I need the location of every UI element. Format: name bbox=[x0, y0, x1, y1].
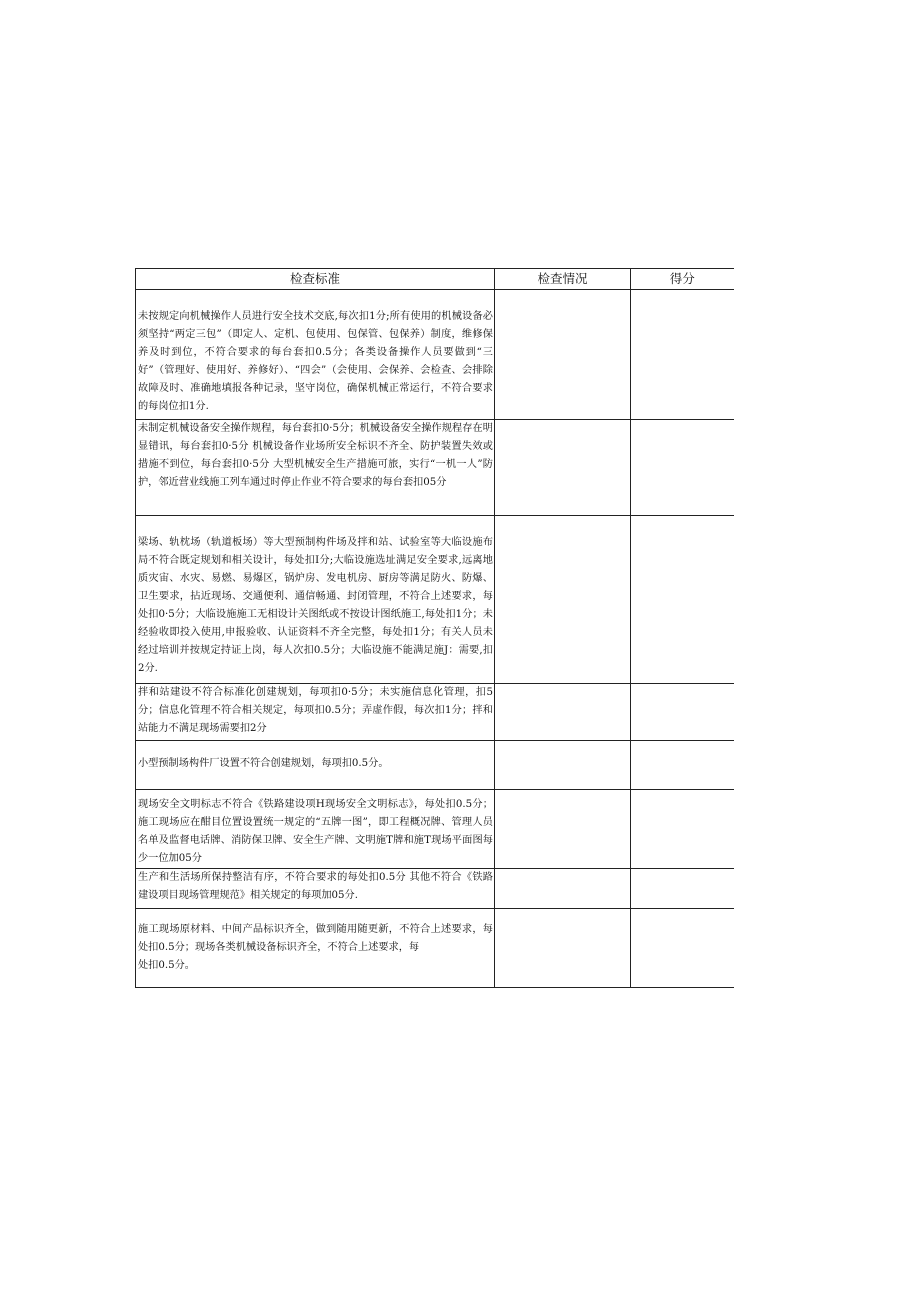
score-cell[interactable] bbox=[631, 684, 734, 741]
standard-text bbox=[138, 516, 493, 534]
standard-text bbox=[138, 741, 493, 755]
check-cell[interactable] bbox=[495, 516, 631, 684]
table-row bbox=[136, 790, 734, 869]
standard-text: 未按规定向机械操作人员进行安全技术交底,每次扣1分;所有使用的机械设备必须坚持“两定三包”（即定人、定机、包使用、包保管、包保养）制度，维修保养及时到位，不符合要求的每台套扣0.5分；各类设备操作人员要做到“三好”（管理好、使用好、养修好）、“四会”（会使用、会保养、会检查、会排除故障及时、准确地填报各种记录，坚守岗位，确保机械正常运行，不符合要求的每岗位扣1分. bbox=[138, 311, 493, 412]
standard-text: 施工现场原材料、中间产品标识齐全，做到随用随更新，不符合上述要求，每处扣0.5分；现场各类机械设备标识齐全，不符合上述要求，每 bbox=[138, 924, 493, 953]
score-cell[interactable] bbox=[631, 741, 734, 790]
header-row bbox=[136, 269, 734, 290]
check-cell[interactable] bbox=[495, 909, 631, 988]
standard-text: 小型预制场构件厂设置不符合创建规划，每项扣0.5分。 bbox=[138, 758, 389, 769]
standard-text bbox=[138, 290, 493, 308]
check-cell[interactable] bbox=[495, 684, 631, 741]
standard-cell bbox=[136, 516, 495, 684]
table-row bbox=[136, 909, 734, 988]
table-row bbox=[136, 684, 734, 741]
score-cell[interactable] bbox=[631, 420, 734, 516]
standard-cell bbox=[136, 869, 495, 909]
table-row bbox=[136, 869, 734, 909]
standard-text: 拌和站建设不符合标准化创建规划，每项扣0·5分；未实施信息化管理，扣5分；信息化管理不符合相关规定，每项扣0.5分；弄虚作假，每次扣1分；拌和站能力不满足现场需要扣2分 bbox=[138, 687, 493, 734]
header-check-status: 检查情况 bbox=[495, 269, 631, 290]
standard-text: 未制定机械设备安全操作规程，每台套扣0·5分；机械设备安全操作规程存在明显错讯，每台套扣0·5分 机械设备作业场所安全标识不齐全、防护装置失效或措施不到位，每台套扣0·5分 大型机械安全生产措施可旅，实行“一机一人”防护，邻近营业线施工列车通过时停止作业不符合要求的每台套扣05分 bbox=[138, 423, 493, 488]
standard-text: 现场安全文明标志不符合《铁路建设项H现场安全文明标志》，每处扣0.5分；施工现场应在酣目位置设置统一规定的“五牌一图”，即工程概况牌、管理人员名单及监督电话牌、消防保卫牌、安全生产牌、文明施T牌和施T现场平面图每少一位加05分 bbox=[138, 799, 493, 864]
standard-text: 梁场、轨枕场（轨道板场）等大型预制构件场及拌和站、试验室等大临设施布局不符合既定规划和相关设计，每处扣I分;大临设施选址满足安全要求,远离地质灾宙、水灾、易燃、易爆区，锅炉房、发电机房、厨房等满足防火、防爆、卫生要求，拈近现场、交通便利、通信畅通、封闭管理，不符合上述要求，每处扣0·5分；大临设施施工无相设计关图纸或不按设计图纸施工,每处扣1分；未经验收即投入使用,申报验收、认证资料不齐全完整，每处扣1分；有关人员未经过培训并按规定持证上岗，每人次扣0.5分；大临设施不能满足施J：需要,扣2分. bbox=[138, 537, 493, 674]
inspection-sheet bbox=[135, 268, 733, 988]
score-cell[interactable] bbox=[631, 869, 734, 909]
standard-cell bbox=[136, 790, 495, 869]
check-cell[interactable] bbox=[495, 790, 631, 869]
standard-cell bbox=[136, 684, 495, 741]
check-cell[interactable] bbox=[495, 420, 631, 516]
standard-cell bbox=[136, 420, 495, 516]
standard-cell bbox=[136, 909, 495, 988]
score-cell[interactable] bbox=[631, 790, 734, 869]
standard-text: 处扣0.5分。 bbox=[138, 960, 195, 971]
table-row bbox=[136, 741, 734, 790]
table-row bbox=[136, 420, 734, 516]
score-cell[interactable] bbox=[631, 909, 734, 988]
standard-cell bbox=[136, 741, 495, 790]
check-cell[interactable] bbox=[495, 741, 631, 790]
table-row bbox=[136, 516, 734, 684]
table-row bbox=[136, 290, 734, 420]
check-cell[interactable] bbox=[495, 869, 631, 909]
header-score: 得分 bbox=[631, 269, 734, 290]
standard-text: 生产和生活场所保持整洁有序，不符合要求的每处扣0.5分 其他不符合《铁路建设项目现场管理规范》相关规定的每项加05分. bbox=[138, 872, 493, 901]
standard-text bbox=[138, 909, 493, 921]
header-standard: 检查标准 bbox=[136, 269, 495, 290]
score-cell[interactable] bbox=[631, 290, 734, 420]
inspection-table bbox=[135, 268, 734, 988]
check-cell[interactable] bbox=[495, 290, 631, 420]
standard-cell bbox=[136, 290, 495, 420]
score-cell[interactable] bbox=[631, 516, 734, 684]
